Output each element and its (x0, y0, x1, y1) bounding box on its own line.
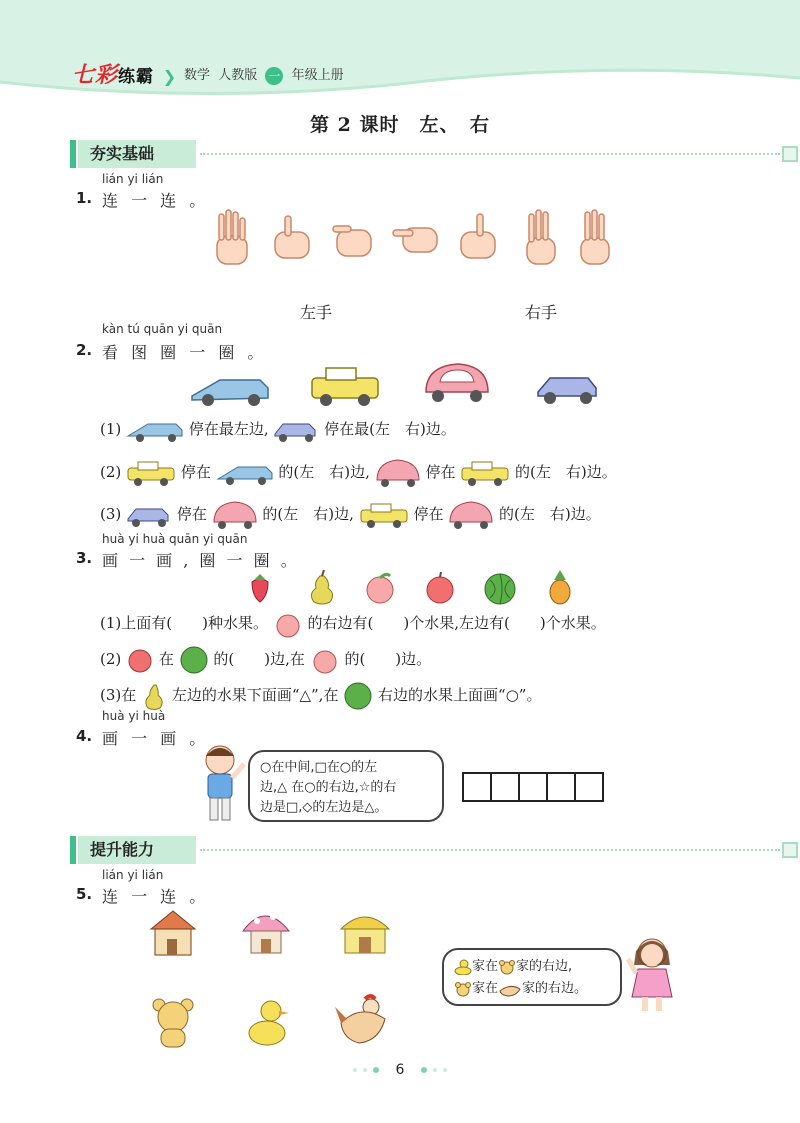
q3-line-2: (2) 在 的( )边,在 的( )边。 (100, 645, 431, 675)
q4-number: 4. (76, 727, 93, 745)
answer-choice-left-right[interactable]: 的(左 右)边, (262, 505, 354, 523)
bear-icon (454, 981, 472, 997)
answer-choice-left-right[interactable]: 的(左 右)边。 (499, 505, 601, 523)
brand-logo: 七彩练霸 ❯ (72, 63, 178, 88)
jeep-icon (359, 502, 409, 528)
q1-text: 连 一 连 。 (102, 191, 210, 210)
bubble-car-icon (212, 500, 258, 530)
strawberry-icon (252, 574, 268, 602)
answer-box[interactable] (490, 772, 520, 802)
watermelon-icon (179, 645, 209, 675)
q4-speech-bubble: ○在中间,□在○的左 边,△ 在○的右边,☆的右 边是□,◇的左边是△。 (248, 750, 444, 822)
right-hand-label[interactable]: 右手 (525, 303, 558, 322)
q1-pinyin: lián yi lián (102, 172, 164, 186)
race-car-icon (126, 418, 184, 442)
hand-gesture-2 (275, 216, 309, 258)
chevron-right-icon: ❯ (162, 67, 178, 86)
cottage-house-icon (151, 911, 195, 955)
pineapple-icon (550, 570, 570, 604)
apple-icon (126, 646, 154, 674)
hand-gesture-1 (217, 210, 247, 264)
watermelon-icon (343, 681, 373, 711)
q2-pinyin: kàn tú quān yi quān (102, 322, 223, 336)
hand-gestures-row[interactable] (205, 208, 625, 270)
bubble-car-icon (426, 364, 488, 402)
houses-animals-grid[interactable] (145, 905, 410, 1055)
answer-choice-left-right[interactable]: 停在最(左 右)边。 (324, 420, 456, 438)
left-hand-label[interactable]: 左手 (300, 303, 333, 322)
peach-icon (367, 574, 393, 603)
q3-number: 3. (76, 549, 93, 567)
bubble-car-icon (448, 500, 494, 530)
q5-speech-bubble: 家在 家的右边, 家在 家的右边。 (442, 948, 622, 1006)
yellow-house-icon (341, 917, 389, 953)
q3-line-1 (100, 610, 606, 638)
section-header-advanced: 提升能力 (70, 836, 800, 864)
bear-icon (498, 959, 516, 975)
duck-icon (454, 959, 472, 975)
jeep-icon (460, 460, 510, 486)
answer-box[interactable] (546, 772, 576, 802)
race-car-icon (192, 380, 268, 406)
grade-badge: 一 (265, 67, 283, 85)
answer-box[interactable] (574, 772, 604, 802)
q2-line-1: (1) 停在最左边, 停在最(左 右)边。 (100, 418, 456, 442)
q3-line-3: (3)在 左边的水果下面画“△”,在 右边的水果上面画“○”。 (100, 681, 541, 711)
page-footer (0, 1062, 800, 1078)
cars-row (190, 360, 610, 410)
q5-text: 连 一 连 。 (102, 887, 210, 906)
apple-icon (427, 572, 453, 603)
buggy-icon (273, 418, 319, 442)
answer-blank[interactable]: 的右边有( )个水果,左边有( )个水果。 (307, 614, 606, 632)
rooster-icon (335, 996, 385, 1043)
hand-gesture-5 (461, 214, 495, 258)
answer-choice-left-right[interactable]: 的(左 右)边, (278, 463, 370, 481)
buggy-icon (126, 503, 172, 527)
answer-blank[interactable]: (1)上面有( )种水果。 (100, 614, 268, 632)
peach-icon (310, 646, 340, 674)
boy-illustration (196, 742, 246, 828)
answer-choice-left-right[interactable]: 的(左 右)边。 (515, 463, 617, 481)
bubble-car-icon (375, 458, 421, 488)
hand-gesture-3 (333, 226, 371, 256)
q2-line-2: (2) 停在 的(左 右)边, 停在 的(左 右)边。 (100, 458, 617, 488)
jeep-icon (312, 368, 378, 406)
q5-pinyin: lián yi lián (102, 868, 164, 882)
answer-blank[interactable]: 的( )边,在 (213, 650, 305, 668)
bear-icon (153, 999, 193, 1047)
page-number: 6 (395, 1062, 405, 1078)
mushroom-house-icon (243, 914, 289, 953)
lesson-title: 第 2 课时 左、 右 (310, 114, 490, 136)
duck-icon (249, 1001, 289, 1045)
hand-gesture-6 (527, 210, 555, 264)
race-car-icon (216, 461, 274, 485)
q3-text: 画 一 画 , 圈 一 圈 。 (102, 551, 300, 570)
hand-gesture-4 (393, 228, 437, 252)
q4-pinyin: huà yi huà (102, 709, 166, 723)
hand-gesture-7 (581, 210, 609, 264)
pear-icon (141, 681, 167, 711)
q2-text: 看 图 圈 一 圈 。 (102, 343, 268, 362)
header-info: 数学 人教版 一 年级上册 (184, 68, 344, 83)
answer-box[interactable] (462, 772, 492, 802)
jeep-icon (126, 460, 176, 486)
peach-icon (273, 610, 303, 638)
buggy-icon (538, 378, 596, 404)
answer-blank[interactable]: 的( )边。 (344, 650, 432, 668)
watermelon-icon (485, 574, 515, 604)
rooster-icon (498, 981, 522, 997)
fruit-row (248, 570, 584, 606)
answer-box[interactable] (518, 772, 548, 802)
pear-icon (311, 570, 332, 604)
q4-text: 画 一 画 。 (102, 729, 210, 748)
q3-pinyin: huà yi huà quān yi quān (102, 532, 248, 546)
q2-number: 2. (76, 341, 93, 359)
q5-number: 5. (76, 885, 93, 903)
answer-box-row (464, 772, 604, 802)
q2-line-3: (3) 停在 的(左 右)边, 停在 的(左 右)边。 (100, 500, 601, 530)
girl-illustration (626, 935, 678, 1015)
q1-number: 1. (76, 189, 93, 207)
section-header-basic: 夯实基础 (70, 140, 800, 168)
